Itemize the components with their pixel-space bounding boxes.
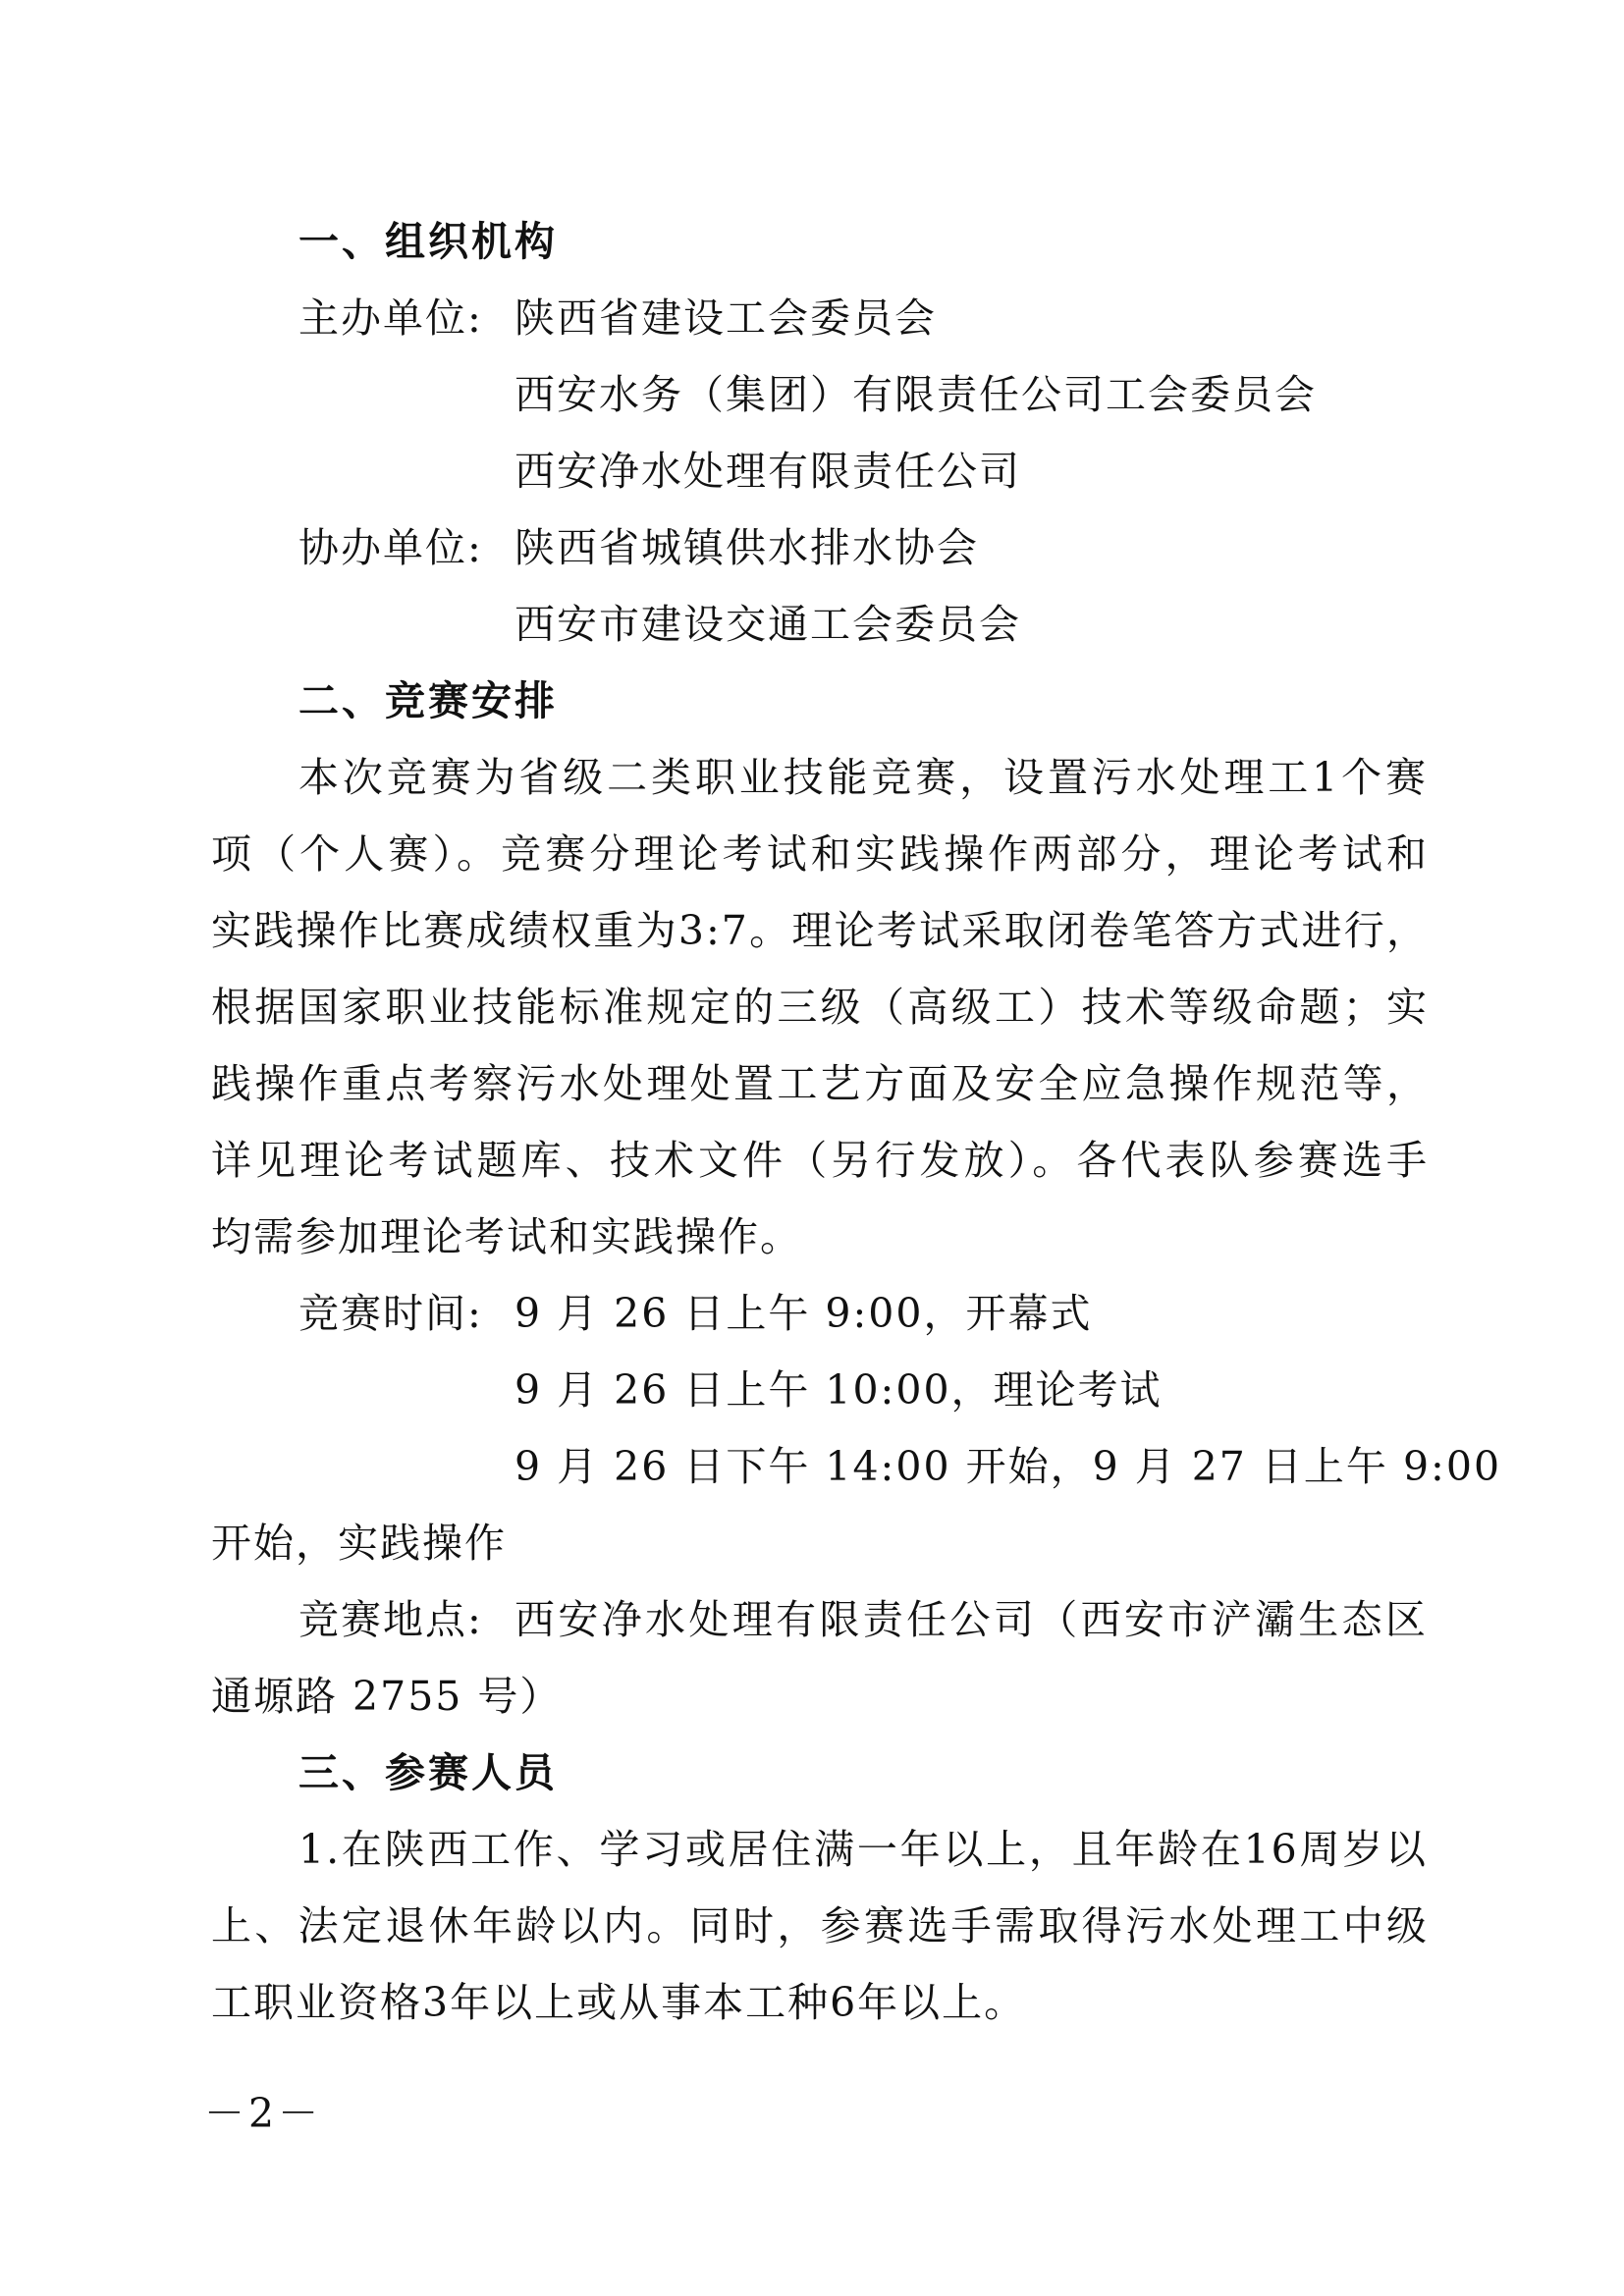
venue-label: 竞赛地点: [298,1596,483,1643]
host-unit-1: 陕西省建设工会委员会 [514,294,937,342]
time-line: 9 月 26 日上午 10:00，理论考试 [514,1366,1163,1414]
arrangement-para-line: 实践操作比赛成绩权重为3:7。理论考试采取闭卷笔答方式进行， [211,907,1429,954]
arrangement-para-line: 均需参加理论考试和实践操作。 [211,1213,802,1260]
time-line: 9 月 26 日下午 14:00 开始，9 月 27 日上午 9:00 [514,1443,1502,1490]
section-heading-arrangement: 二、竞赛安排 [298,677,558,724]
cohost-unit-2: 西安市建设交通工会委员会 [514,601,1021,648]
arrangement-para-line: 详见理论考试题库、技术文件（另行发放）。各代表队参赛选手 [211,1137,1429,1184]
arrangement-para-line: 根据国家职业技能标准规定的三级（高级工）技术等级命题；实 [211,984,1429,1031]
participants-para-line: 上、法定退休年龄以内。同时，参赛选手需取得污水处理工中级 [211,1902,1429,1949]
host-label: 主办单位: [298,294,483,342]
cohost-unit-1: 陕西省城镇供水排水协会 [514,524,979,571]
participants-para-line: 工职业资格3年以上或从事本工种6年以上。 [211,1979,1027,2026]
time-line: 开始，实践操作 [211,1520,507,1567]
cohost-label: 协办单位: [298,524,483,571]
section-heading-organization: 一、组织机构 [298,218,558,265]
venue-line: 通塬路 2755 号） [211,1673,563,1720]
page-number: －2－ [204,2090,323,2137]
time-line: 9 月 26 日上午 9:00，开幕式 [514,1290,1093,1337]
section-heading-participants: 三、参赛人员 [298,1749,558,1796]
arrangement-para-line: 项（个人赛）。竞赛分理论考试和实践操作两部分，理论考试和 [211,830,1429,878]
arrangement-para-line: 践操作重点考察污水处理处置工艺方面及安全应急操作规范等， [211,1060,1429,1107]
venue-line: 西安净水处理有限责任公司（西安市浐灞生态区 [514,1596,1428,1643]
time-label: 竞赛时间: [298,1290,483,1337]
host-unit-2: 西安水务（集团）有限责任公司工会委员会 [514,371,1317,418]
arrangement-para-line: 本次竞赛为省级二类职业技能竞赛，设置污水处理工1个赛 [298,754,1428,801]
host-unit-3: 西安净水处理有限责任公司 [514,448,1021,495]
participants-para-line: 1.在陕西工作、学习或居住满一年以上，且年龄在16周岁以 [298,1826,1428,1873]
